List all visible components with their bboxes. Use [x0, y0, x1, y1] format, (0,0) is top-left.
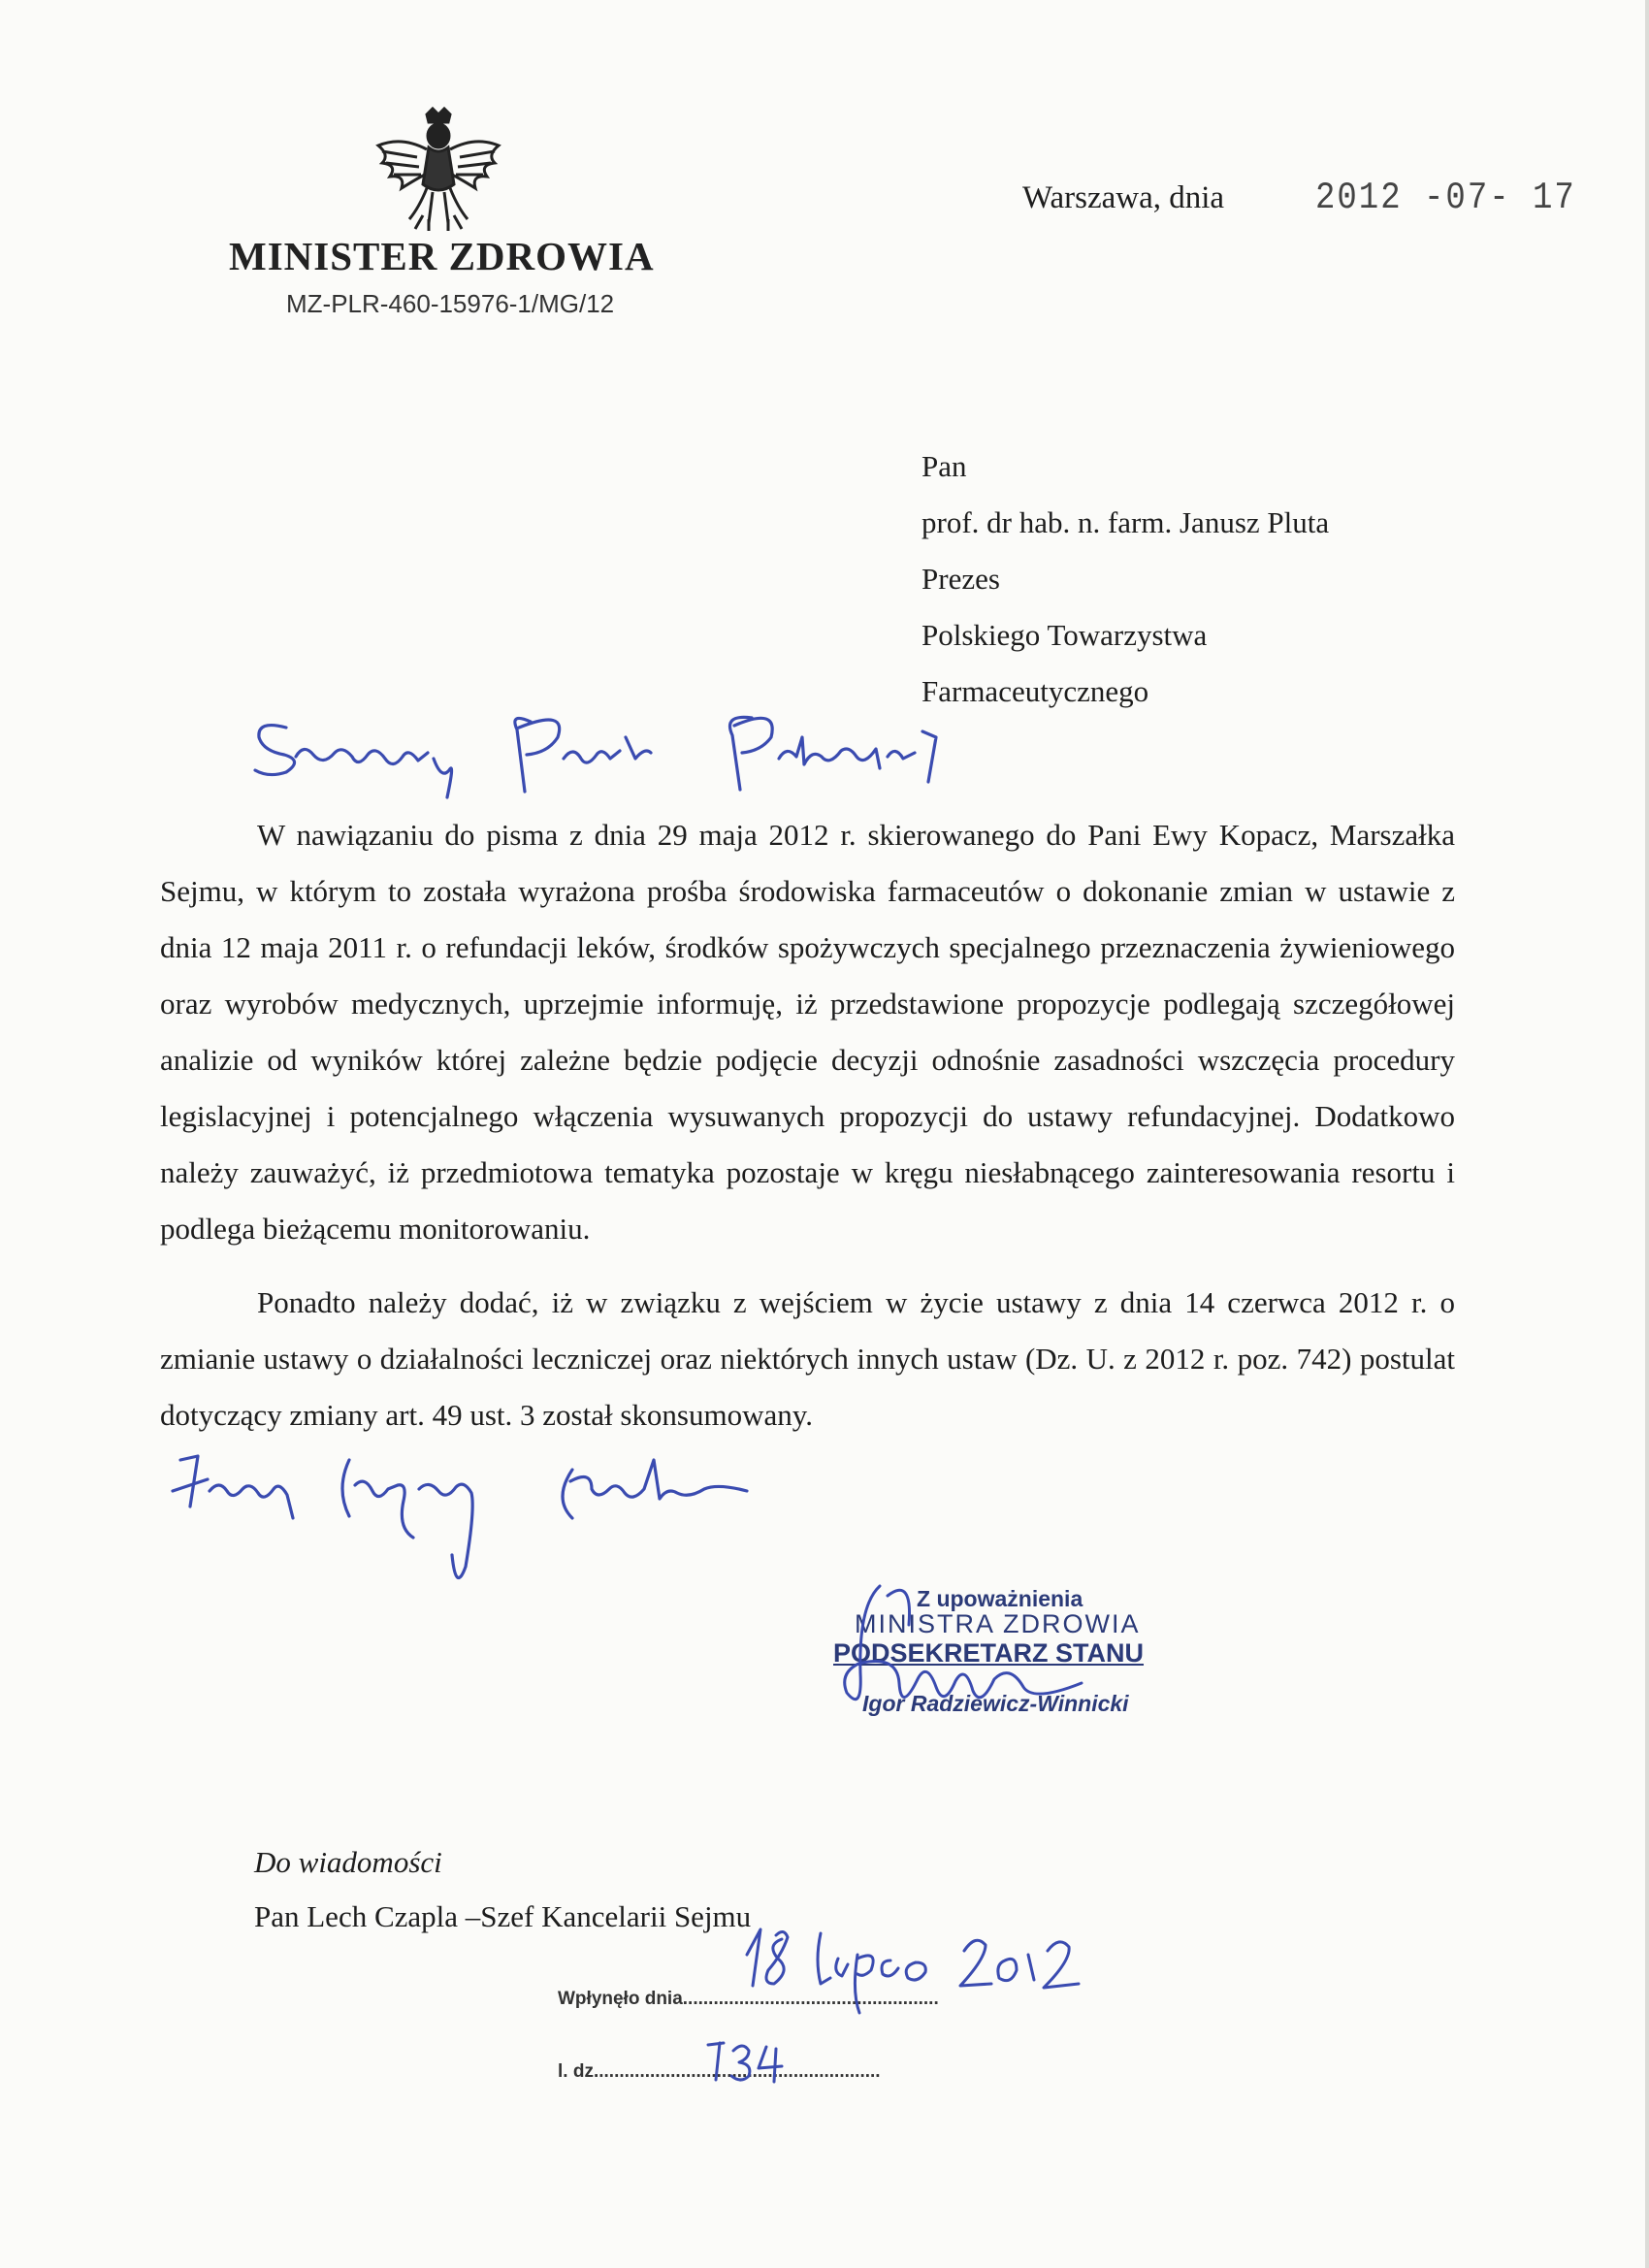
receipt-number-label: l. dz.: [558, 2061, 599, 2082]
handwritten-receipt-date: [728, 1916, 1096, 2023]
receipt-number-row: l. dz........................................................: [558, 2061, 881, 2082]
distribution-label: Do wiadomości: [254, 1845, 442, 1879]
eagle-emblem-icon: [372, 107, 504, 233]
recipient-line: prof. dr hab. n. farm. Janusz Pluta: [922, 505, 1330, 539]
body-paragraph: Ponadto należy dodać, iż w związku z wejściem w życie ustawy z dnia 14 czerwca 2012 r. o zmianie ustawy o działalności leczniczej oraz niektórych innych ustaw (Dz. U. z 2012 r. poz. 742) postulat dotyczący zmiany art. 49 ust. 3 został skonsumowany.: [160, 1285, 1455, 1432]
recipient-line: Polskiego Towarzystwa: [922, 618, 1208, 652]
recipient-address: [922, 438, 1329, 720]
signatory-name: Igor Radziewicz-Winnicki: [862, 1691, 1129, 1716]
distribution-recipient: Pan Lech Czapla –Szef Kancelarii Sejmu: [254, 1899, 752, 1933]
stamp-authorization-line: Z upoważnienia: [917, 1586, 1083, 1611]
date-label: Warszawa, dnia: [1022, 180, 1225, 215]
receipt-date-label: Wpłynęło dnia: [558, 1989, 683, 2009]
page-edge-shadow: [1645, 0, 1649, 2268]
recipient-line: Pan: [922, 449, 967, 483]
date-stamp: 2012 -07- 17: [1315, 178, 1576, 220]
recipient-line: Farmaceutycznego: [922, 674, 1149, 708]
signature-stamp: [820, 1567, 1208, 1741]
handwritten-greeting: [247, 698, 1004, 805]
recipient-line: Prezes: [922, 562, 1000, 596]
stamp-ministry-line: MINISTRA ZDROWIA: [855, 1609, 1141, 1638]
receipt-date-row: Wpłynęło dnia..................................................: [558, 1989, 939, 2009]
letter-body: [160, 807, 1455, 1443]
body-paragraph: W nawiązaniu do pisma z dnia 29 maja 2012 r. skierowanego do Pani Ewy Kopacz, Marszałka Sejmu, w którym to została wyrażona prośba środowiska farmaceutów o dokonanie zmian w ustawie z dnia 12 maja 2011 r. o refundacji leków, środków spożywczych specjalnego przeznaczenia żywieniowego oraz wyrobów medycznych, uprzejmie informuję, iż przedstawione propozycje podlegają szczegółowej analizie od wyników której zależne będzie podjęcie decyzji odnośnie zasadności wszczęcia procedury legislacyjnej i potencjalnego włączenia wysuwanych propozycji do ustawy refundacyjnej. Dodatkowo należy zauważyć, iż przedmiotowa tematyka pozostaje w kręgu niesłabnącego zainteresowania resortu i podlega bieżącemu monitorowaniu.: [160, 818, 1455, 1246]
institution-heading: MINISTER ZDROWIA: [229, 234, 655, 278]
stamp-title-line: PODSEKRETARZ STANU: [833, 1638, 1145, 1668]
handwritten-closing: [165, 1431, 902, 1596]
handwritten-receipt-number: [698, 2037, 815, 2095]
reference-number: MZ-PLR-460-15976-1/MG/12: [286, 289, 615, 318]
